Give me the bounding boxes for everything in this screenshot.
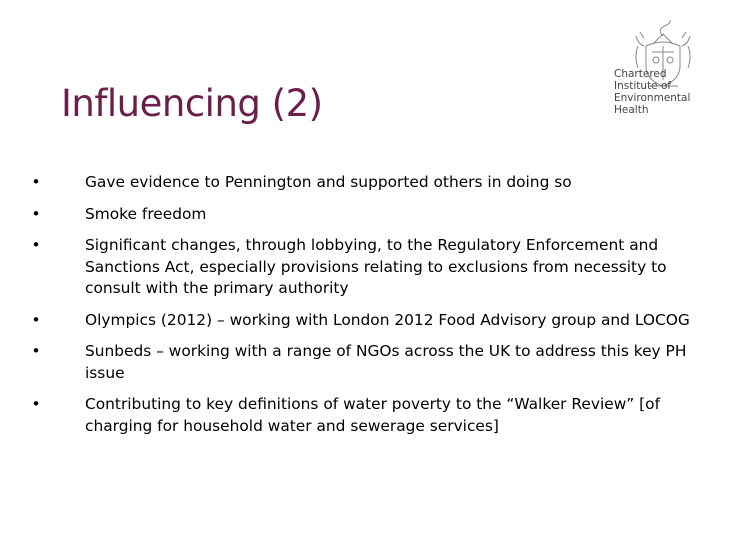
bullet-dot-icon: • [31, 342, 41, 360]
bullet-item [30, 310, 710, 332]
logo-wordmark [614, 68, 690, 116]
bullet-text: Smoke freedom [85, 204, 207, 223]
bullet-dot-icon: • [31, 173, 41, 191]
bullet-item [30, 172, 710, 194]
bullet-text: Olympics (2012) – working with London 2012 Food Advisory group and LOCOG [85, 310, 690, 329]
logo-line: Environmental [614, 92, 691, 104]
slide-title: Influencing (2) [61, 82, 323, 125]
bullet-dot-icon: • [31, 310, 41, 329]
bullet-dot-icon: • [31, 204, 41, 223]
bullet-text: Significant changes, through lobbying, to the Regulatory Enforcement and Sanctions Act, especially provisions relating to exclusions from necessity to consult with the primary authority [85, 236, 667, 297]
logo-line: Health [614, 104, 649, 116]
bullet-text: Gave evidence to Pennington and supported others in doing so [85, 173, 572, 191]
bullet-text: Sunbeds – working with a range of NGOs across the UK to address this key PH issue [85, 342, 687, 382]
bullet-list [30, 172, 710, 437]
bullet-text: Contributing to key definitions of water poverty to the “Walker Review” [of charging for household water and sewerage services] [85, 395, 661, 435]
logo-line: Institute of [614, 80, 672, 92]
bullet-dot-icon: • [31, 236, 41, 254]
bullet-dot-icon: • [31, 395, 41, 413]
logo-line: Chartered [614, 68, 667, 80]
bullet-item [30, 235, 710, 300]
bullet-item [30, 394, 710, 437]
bullet-item [30, 341, 710, 384]
bullet-item [30, 204, 710, 226]
